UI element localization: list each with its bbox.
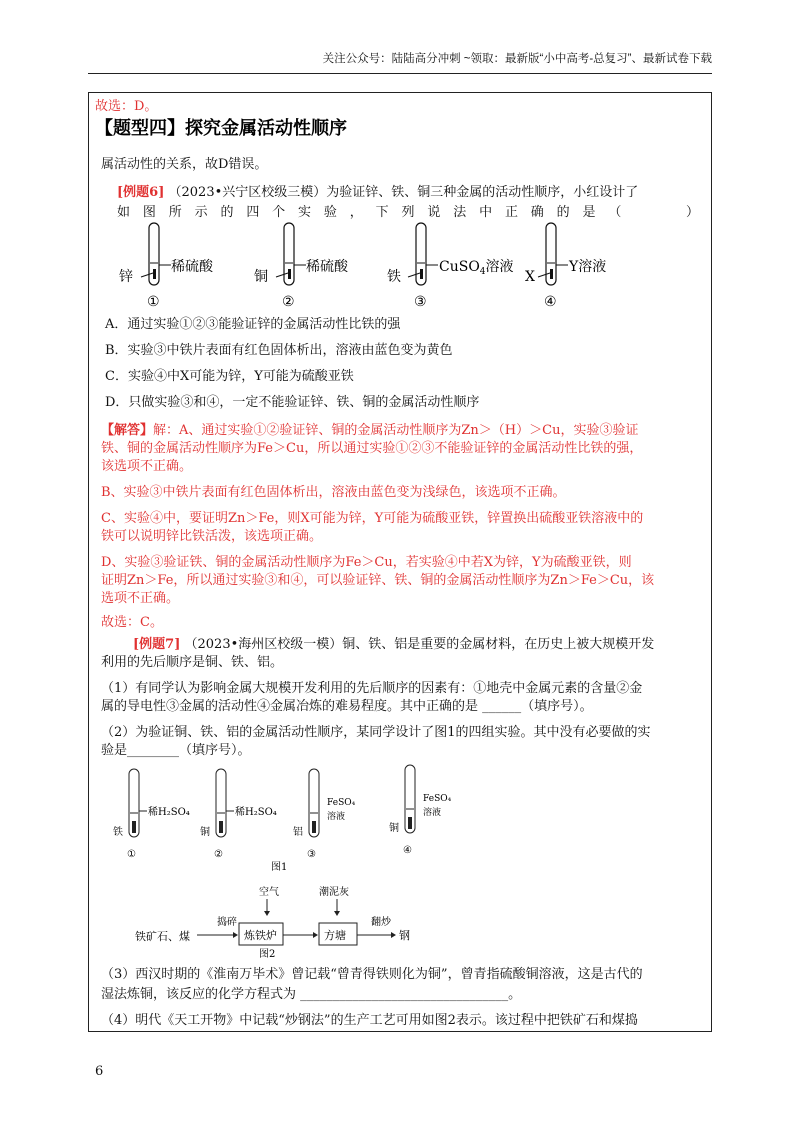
ex7-line2: 利用的先后顺序是铜、铁、铝。 <box>101 655 284 670</box>
fig1-tube-4 <box>389 765 452 856</box>
ex6-tube-1 <box>119 223 214 310</box>
ex6-sol-c1: C、实验④中，要证明Zn＞Fe，则X可能为锌，Y可能为硫酸亚铁，锌置换出硫酸亚铁溶液中的 <box>101 511 644 526</box>
ex6-sol-a3: 该选项不正确。 <box>101 459 193 474</box>
fig1-tube-3 <box>293 769 356 860</box>
ex6-line2: 如图所示的四个实验，下列说法中正确的是（ ） <box>117 205 699 220</box>
fig1-tube-1 <box>113 769 190 860</box>
fig1-reagent2-4: 溶液 <box>423 808 442 818</box>
ex7-q2-line2: 验是________（填序号）。 <box>101 743 251 758</box>
ex6-tube-4 <box>525 223 606 310</box>
fig2-pond-label: 方塘 <box>324 929 346 942</box>
ex6-num-3: ③ <box>414 294 427 310</box>
ex6-num-4: ④ <box>544 294 557 310</box>
fig1-num-4: ④ <box>403 845 412 856</box>
ex6-metal-1: 锌 <box>119 269 133 285</box>
ex6-metal-3: 铁 <box>387 269 401 285</box>
ex7-q3-line2: 湿法炼铜，该反应的化学方程式为 ________________________________。 <box>101 987 522 1002</box>
ex6-reagent-1: 稀硫酸 <box>171 259 213 275</box>
ex6-line1 <box>117 183 638 203</box>
ex6-text1: （2023•兴宁区校级三模）为验证锌、铁、铜三种金属的活动性顺序，小红设计了 <box>168 185 639 200</box>
fig2 <box>129 883 469 961</box>
fig1-tube-2 <box>200 769 277 860</box>
ex7-q1-line2: 属的导电性③金属的活动性④金属冶炼的难易程度。其中正确的是 ______（填序号）。 <box>101 699 593 714</box>
fig1-reagent-2: 稀H₂SO₄ <box>235 807 277 818</box>
ex7-q1-line1: （1）有同学认为影响金属大规模开发利用的先后顺序的因素有：①地壳中金属元素的含量②金 <box>101 681 643 696</box>
fig1 <box>109 761 469 876</box>
solution-tag: 【解答】 <box>101 423 154 438</box>
ex6-tube-3 <box>387 223 514 310</box>
intro-line: 属活动性的关系，故D错误。 <box>101 157 268 172</box>
ex6-answer: 故选：C。 <box>101 615 163 630</box>
fig1-num-2: ② <box>214 849 223 860</box>
ex6-metal-2: 铜 <box>254 269 268 285</box>
fig2-stir-label: 翻炒 <box>371 917 391 928</box>
fig2-caption: 图2 <box>259 949 276 960</box>
ex6-sol-a1: 【解答】解：A、通过实验①②验证锌、铜的金属活动性顺序为Zn＞（H）＞Cu，实验③验证 <box>101 423 639 438</box>
fig1-reagent-4: FeSO₄ <box>423 794 452 804</box>
ex6-sol-d1: D、实验③验证铁、铜的金属活动性顺序为Fe＞Cu，若实验④中若X为锌，Y为硫酸亚铁，则 <box>101 555 632 570</box>
ex6-option-d: D．只做实验③和④，一定不能验证锌、铁、铜的金属活动性顺序 <box>105 395 480 410</box>
fig1-reagent-3: FeSO₄ <box>327 798 356 808</box>
fig2-air-label: 空气 <box>259 887 279 898</box>
ex6-sol-d2: 证明Zn＞Fe，所以通过实验③和④，可以验证锌、铁、铜的金属活动性顺序为Zn＞Fe＞Cu，该 <box>101 573 655 588</box>
fig1-num-1: ① <box>127 849 136 860</box>
ex6-reagent-3: CuSO$_4$溶液 <box>439 259 514 277</box>
ex6-option-a: A．通过实验①②③能验证锌的金属活动性比铁的强 <box>105 317 401 332</box>
ex7-line1 <box>133 635 654 655</box>
top-answer: 故选：D。 <box>95 99 158 114</box>
fig1-reagent2-3: 溶液 <box>327 812 346 822</box>
fig1-num-3: ③ <box>307 849 316 860</box>
ex7-tag: [例题7] <box>133 637 181 652</box>
ex6-metal-4: X <box>525 269 535 285</box>
ex6-sol-b: B、实验③中铁片表面有红色固体析出，溶液由蓝色变为浅绿色，该选项不正确。 <box>101 485 566 500</box>
ex6-sol-d3: 选项不正确。 <box>101 591 180 606</box>
ex6-option-b: B．实验③中铁片表面有红色固体析出，溶液由蓝色变为黄色 <box>105 343 453 358</box>
fig1-metal-3: 铝 <box>293 827 303 838</box>
fig2-crush-label: 捣碎 <box>217 917 237 928</box>
fig1-caption: 图1 <box>271 862 288 873</box>
fig2-furnace-label: 炼铁炉 <box>244 929 277 942</box>
header-rule <box>88 73 712 74</box>
ex6-option-c: C．实验④中X可能为锌，Y可能为硫酸亚铁 <box>105 369 354 384</box>
ex6-figure <box>109 221 709 313</box>
page-number: 6 <box>95 1064 104 1079</box>
ex6-tag: [例题6] <box>117 185 165 200</box>
fig1-metal-2: 铜 <box>200 827 210 838</box>
ex6-tube-2 <box>254 223 349 310</box>
section-heading: 【题型四】探究金属活动性顺序 <box>95 118 347 139</box>
ex6-sol-a2: 铁、铜的金属活动性顺序为Fe＞Cu，所以通过实验①②③不能验证锌的金属活动性比铁的强， <box>101 441 643 456</box>
ex7-text1: （2023•海州区校级一模）铜、铁、铝是重要的金属材料，在历史上被大规模开发 <box>184 637 655 652</box>
ex7-q2-line1: （2）为验证铜、铁、铝的金属活动性顺序，某同学设计了图1的四组实验。其中没有必要做的实 <box>101 725 651 740</box>
ex6-reagent-4: Y溶液 <box>569 259 607 275</box>
ex7-q4-line1: （4）明代《天工开物》中记载“炒钢法”的生产工艺可用如图2表示。该过程中把铁矿石和煤捣 <box>101 1013 638 1028</box>
ex6-sol-c2: 铁可以说明锌比铁活泼，该选项正确。 <box>101 529 323 544</box>
fig2-input-label: 铁矿石、煤 <box>135 930 190 943</box>
fig1-metal-4: 铜 <box>389 823 399 834</box>
ex6-reagent-2: 稀硫酸 <box>306 259 348 275</box>
fig1-metal-1: 铁 <box>113 827 123 838</box>
ex7-q3-line1: （3）西汉时期的《淮南万毕术》曾记载“曾青得铁则化为铜”，曾青指硫酸铜溶液，这是古代的 <box>101 967 643 982</box>
page-header: 关注公众号：陆陆高分冲刺 ~领取：最新版“小中高考-总复习”、最新试卷下载 <box>322 53 712 65</box>
fig1-reagent-1: 稀H₂SO₄ <box>148 807 190 818</box>
fig2-output-label: 钢 <box>399 929 410 942</box>
fig2-mud-label: 潮泥灰 <box>319 887 349 898</box>
ex6-num-1: ① <box>147 294 160 310</box>
content-frame <box>88 92 712 1032</box>
ex6-num-2: ② <box>282 294 295 310</box>
